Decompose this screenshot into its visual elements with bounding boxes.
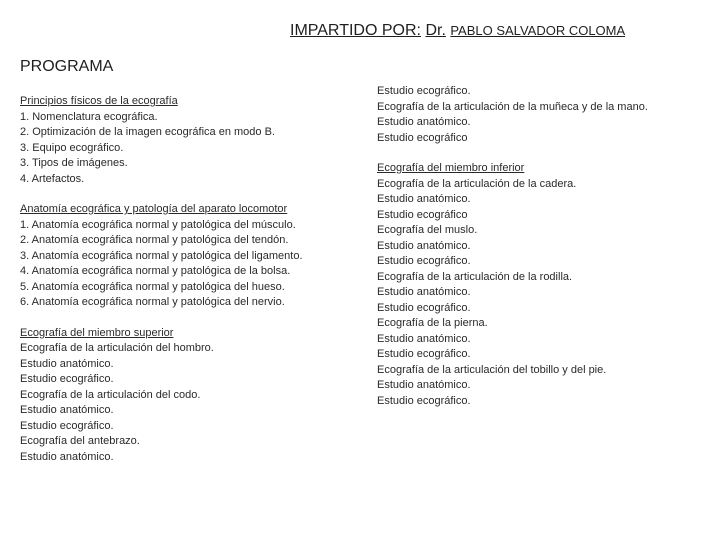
program-item: Estudio anatómico. bbox=[377, 193, 471, 205]
program-section bbox=[377, 84, 707, 146]
program-item: Ecografía de la articulación de la cadera. bbox=[377, 177, 577, 190]
program-section bbox=[20, 202, 360, 311]
program-item: Estudio ecográfico. bbox=[377, 394, 471, 407]
program-item: 4. Anatomía ecográfica normal y patológica de la bolsa. bbox=[20, 265, 291, 277]
program-item: Ecografía de la pierna. bbox=[377, 317, 488, 329]
program-item: 1. Nomenclatura ecográfica. bbox=[20, 110, 158, 123]
program-item: Estudio anatómico. bbox=[377, 379, 471, 391]
header-label: IMPARTIDO POR: bbox=[290, 22, 421, 39]
program-item: Estudio anatómico. bbox=[20, 357, 114, 370]
program-item: Estudio ecográfico. bbox=[377, 348, 471, 360]
header-dr: Dr. bbox=[425, 22, 446, 39]
section-title: Principios físicos de la ecografía bbox=[20, 95, 178, 107]
program-item: 3. Equipo ecográfico. bbox=[20, 141, 124, 154]
program-item: Estudio ecográfico. bbox=[377, 301, 471, 314]
program-item: Estudio anatómico. bbox=[377, 332, 471, 345]
program-item: Ecografía de la articulación de la rodilla. bbox=[377, 270, 573, 283]
program-item: 1. Anatomía ecográfica normal y patológica del músculo. bbox=[20, 218, 296, 231]
program-item: 4. Artefactos. bbox=[20, 172, 85, 185]
program-item: Estudio ecográfico. bbox=[20, 373, 114, 385]
section-title: Anatomía ecográfica y patología del aparato locomotor bbox=[20, 203, 288, 215]
programa-title: PROGRAMA bbox=[20, 58, 114, 75]
program-item: 5. Anatomía ecográfica normal y patológica del hueso. bbox=[20, 280, 285, 293]
program-section bbox=[20, 326, 360, 466]
program-item: 3. Tipos de imágenes. bbox=[20, 157, 128, 169]
program-item: 6. Anatomía ecográfica normal y patológica del nervio. bbox=[20, 296, 285, 308]
program-item: 2. Anatomía ecográfica normal y patológica del tendón. bbox=[20, 234, 289, 246]
program-item: Estudio anatómico. bbox=[377, 116, 471, 128]
program-item: 3. Anatomía ecográfica normal y patológica del ligamento. bbox=[20, 249, 303, 262]
program-section bbox=[377, 161, 707, 409]
program-item: Estudio ecográfico bbox=[377, 208, 468, 221]
program-item: Estudio ecográfico bbox=[377, 131, 468, 144]
right-column bbox=[377, 84, 707, 409]
header-instructor-name: PABLO SALVADOR COLOMA bbox=[450, 23, 626, 38]
program-item: Estudio anatómico. bbox=[377, 239, 471, 252]
program-item: Ecografía de la articulación del codo. bbox=[20, 388, 201, 401]
left-column bbox=[20, 94, 360, 465]
program-item: Ecografía del muslo. bbox=[377, 224, 478, 236]
program-item: Estudio ecográfico. bbox=[20, 419, 114, 432]
program-item: Estudio ecográfico. bbox=[377, 255, 471, 267]
program-section bbox=[20, 94, 360, 187]
program-item: Estudio anatómico. bbox=[377, 286, 471, 298]
program-item: Estudio anatómico. bbox=[20, 450, 114, 463]
program-item: Estudio ecográfico. bbox=[377, 85, 471, 97]
program-item: Ecografía de la articulación del hombro. bbox=[20, 342, 214, 354]
section-title: Ecografía del miembro superior bbox=[20, 326, 174, 339]
header-instructor bbox=[290, 22, 625, 40]
section-title: Ecografía del miembro inferior bbox=[377, 162, 525, 174]
program-item: Ecografía de la articulación de la muñeca y de la mano. bbox=[377, 100, 648, 113]
program-item: Estudio anatómico. bbox=[20, 404, 114, 416]
program-item: 2. Optimización de la imagen ecográfica en modo B. bbox=[20, 126, 275, 138]
program-item: Ecografía del antebrazo. bbox=[20, 435, 140, 447]
program-item: Ecografía de la articulación del tobillo y del pie. bbox=[377, 363, 607, 376]
